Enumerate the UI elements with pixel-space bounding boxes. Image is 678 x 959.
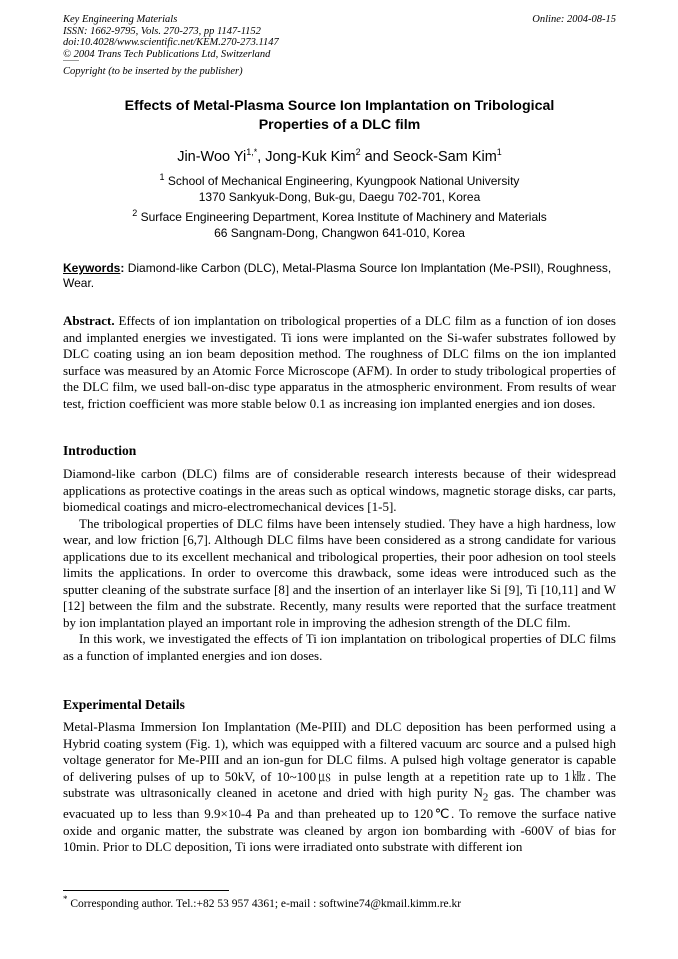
unit-pa: Pa: [256, 806, 270, 822]
aff1-sup: 1: [159, 172, 165, 182]
journal-header: [63, 14, 616, 78]
online-date: Online: 2004-08-15: [532, 14, 616, 25]
aff1-line-1: School of Mechanical Engineering, Kyungpook National University: [164, 174, 520, 188]
author-1: Jin-Woo Yi: [177, 149, 247, 165]
unit-khz: ㎑: [570, 768, 588, 784]
author-3-sup: 1: [496, 147, 502, 158]
exp-text-2: in pulse length at a repetition rate up to 1: [333, 768, 571, 784]
header-divider: [63, 60, 79, 61]
footnote-marker: *: [63, 894, 68, 905]
exp-paragraph-1: [63, 719, 616, 856]
aff1-line-2: 1370 Sankyuk-Dong, Buk-gu, Daegu 702-701, Korea: [198, 190, 481, 204]
experimental-heading: Experimental Details: [63, 697, 185, 712]
affiliation-2: [63, 209, 616, 241]
journal-name: Key Engineering Materials: [63, 14, 178, 25]
intro-paragraph-2: The tribological properties of DLC films have been intensely studied. They have a high hardness, low wear, and low friction [6,7]. Although DLC films have been considered as a strong candidate for various applications due to its excellent mechanical and tribological properties, their poor adhesion on tool steels limits the applications. In order to overcome this drawback, some ideas were introduced such as the sputter cleaning of the substrate surface [8] and the insertion of an interlayer like Si [9], Ti [10,11] and W [12] between the film and the substrate. Recently, many results were reported that the surface treatment by ion implantation played an important role in improving the adhesion strength of the DLC film.: [63, 515, 616, 630]
aff2-line-1: Surface Engineering Department, Korea Institute of Machinery and Materials: [137, 210, 547, 224]
paper-title: [63, 97, 616, 134]
aff2-sup: 2: [132, 208, 138, 218]
copyright-line: Copyright (to be inserted by the publisher): [63, 66, 243, 77]
keywords-text: Diamond-like Carbon (DLC), Metal-Plasma Source Ion Implantation (Me-PSII), Roughness, Wear.: [63, 261, 612, 290]
exp-text-6: . To remove the surface native oxide and organic matter, the substrate was cleaned by argon ion bombarding with -600V of bias for 10min. Prior to DLC deposition, Ti ions were irradiated onto substrate with different ion: [63, 806, 617, 855]
introduction-body: [63, 466, 616, 664]
footnote-text: Corresponding author. Tel.:+82 53 957 4361; e-mail : softwine74@kmail.kimm.re.kr: [67, 898, 462, 910]
keywords-colon: :: [120, 261, 125, 275]
keywords: [63, 261, 616, 291]
affiliation-1: [63, 173, 616, 205]
publisher-line: © 2004 Trans Tech Publications Ltd, Switzerland: [63, 48, 271, 60]
issn-line: ISSN: 1662-9795, Vols. 270-273, pp 1147-1152: [63, 25, 261, 37]
abstract: [63, 313, 616, 412]
author-list: [63, 148, 616, 166]
footnote: [63, 894, 616, 911]
title-line-2: Properties of a DLC film: [258, 116, 421, 133]
title-line-1: Effects of Metal-Plasma Source Ion Implantation on Tribological: [124, 98, 555, 114]
exp-text-4: gas. The chamber was evacuated up to less than 9.9×10-4: [63, 785, 616, 822]
unit-microsecond: ㎲: [316, 768, 334, 784]
intro-paragraph-3: In this work, we investigated the effects of Ti ion implantation on tribological properties of DLC films as a function of implanted energies and ion doses.: [63, 631, 616, 663]
keywords-label: Keywords: [63, 261, 121, 275]
abstract-label: Abstract.: [63, 313, 115, 328]
exp-text-5: and than preheated up to 120: [269, 806, 434, 822]
introduction-heading: Introduction: [63, 443, 137, 458]
n2-subscript: 2: [482, 791, 489, 804]
author-2-sup: 2: [355, 147, 361, 158]
author-1-sup: 1,*: [246, 147, 258, 158]
footnote-divider: [63, 890, 229, 891]
experimental-body: [63, 719, 616, 856]
aff2-line-2: 66 Sangnam-Dong, Changwon 641-010, Korea: [214, 226, 465, 240]
intro-paragraph-1: Diamond-like carbon (DLC) films are of considerable research interests because of their widespread applications as protective coatings in the areas such as optical windows, magnetic storage disks, car parts, biomedical coatings and micro-electromechanical devices [1-5].: [63, 466, 616, 514]
unit-degc: ℃: [433, 806, 451, 822]
abstract-text: Effects of ion implantation on tribological properties of a DLC film as a function of ion doses and implanted energies we investigated. Ti ions were implanted on the Si-wafer substrates followed by DLC coating using an ion beam deposition method. The roughness of DLC films on the ion implanted surface was measured by an Atomic Force Microscope (AFM). In order to study tribological properties of the DLC film, we used ball-on-disc type apparatus in the atmospheric environment. From results of wear test, friction coefficient was more stable below 0.1 as increasing ion implanted energies and ion doses.: [63, 313, 616, 411]
author-3: and Seock-Sam Kim: [360, 149, 497, 165]
doi-line: doi:10.4028/www.scientific.net/KEM.270-273.1147: [63, 37, 279, 48]
exp-text-1: Metal-Plasma Immersion Ion Implantation (Me-PIII) and DLC deposition has been performed using a Hybrid coating system (Fig. 1), which was equipped with a filtered vacuum arc source and a pulsed high voltage generator for Me-PIII and an ion-gun for DLC films. A pulsed high voltage generator is capable of delivering pulses of up to 50kV, of 10~100: [63, 719, 616, 784]
author-2: , Jong-Kuk Kim: [257, 149, 356, 165]
exp-text-3: . The substrate was ultrasonically cleaned in acetone and dried with high purity N: [63, 768, 616, 800]
